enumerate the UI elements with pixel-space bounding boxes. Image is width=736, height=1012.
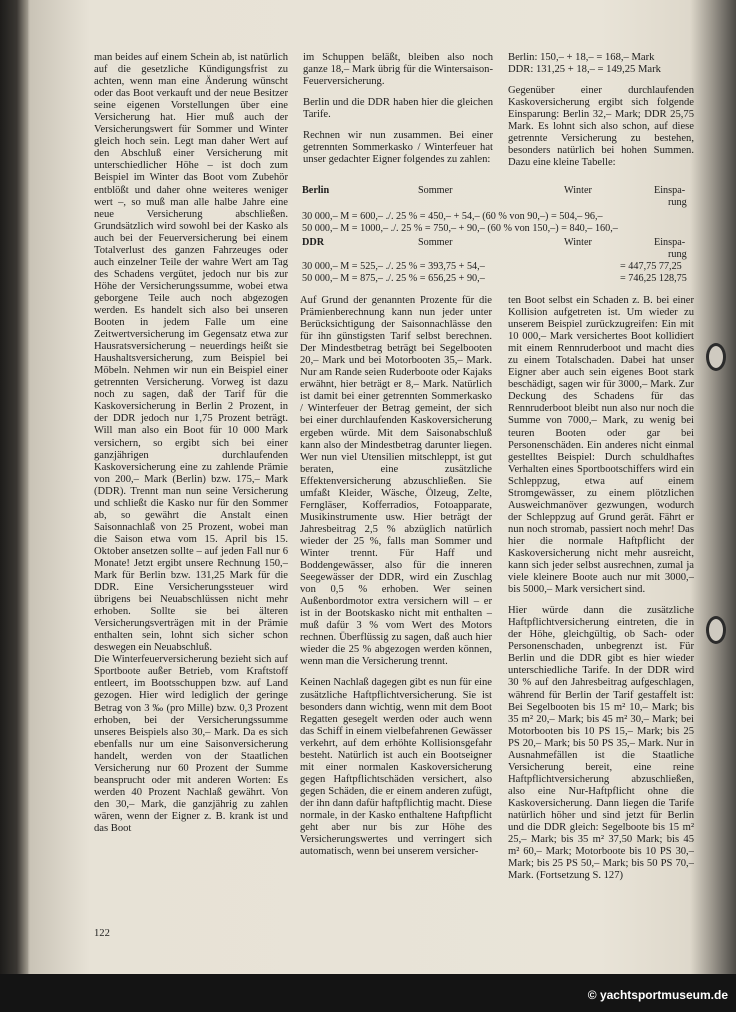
column-header-sommer: Sommer: [418, 185, 453, 196]
column-header-einsparung: Einspa-: [654, 185, 686, 196]
paragraph: Die Winterfeuerversicherung bezieht sich auf Sportboote außer Betrieb, vom Kraftstoff entleert, im Bootsschuppen bzw. auf Land gezogen. Hier wird lediglich der geringe Betrag von 3 ‰ (pro Mille) bzw. 0,3 Prozent erhoben, bei der Versicherungssumme unseres Beispiels also 30,– Mark. Da es sich ebenfalls nur um eine Saisonversicherung handelt, werden von der Staatlichen Versicherung nur 60 Prozent der Summe beansprucht oder mit anderen Worten: Es werden 40 Prozent Nachlaß gewährt. Von den 30,– Mark, die ganzjährig zu zahlen wären, wenn der Eigner z. B. krank ist und das Boot: [94, 654, 288, 834]
text-column-3-bottom: [508, 295, 694, 925]
table-row: [302, 211, 696, 223]
paragraph: im Schuppen beläßt, bleiben also noch ganze 18,– Mark übrig für die Wintersaison-Feuerversicherung.: [303, 52, 493, 88]
column-header-einsparung: Einspa-: [654, 237, 686, 248]
book-binding-edge: [0, 0, 28, 974]
binder-ring: [706, 616, 726, 644]
paragraph: Keinen Nachlaß dagegen gibt es nun für eine zusätzliche Haftpflichtversicherung. Sie ist besonders dann wichtig, wenn mit dem Boot Regatten gesegelt werden oder auch wenn das Schiff in einem vielbefahrenen Gewässer verkehrt, auf dem erhöhte Kollisionsgefahr besteht. Natürlich ist auch ein Bootseigner mit einer normalen Kaskoversicherung gegen Haftpflichtschäden versichert, also gegen Schäden, die er einem anderen zufügt, der ihn dann dafür haftpflichtig macht. Diese normale, in der Kasko enthaltene Haftpflicht geht aber nur bis zur Höhe des Versicherungswertes und verringert sich automatisch, wenn bei unserem versicher-: [300, 677, 492, 858]
table-cell: 50 000,– M = 875,– ./. 25 % = 656,25 + 90,–: [302, 273, 485, 284]
table-label-ddr: DDR: [302, 237, 325, 248]
table-row: [302, 223, 696, 235]
paragraph: Hier würde dann die zusätzliche Haftpflichtversicherung eintreten, die in der Höhe, gleichgültig, ob Sach- oder Personenschaden, unbegrenzt ist. Für Berlin und die DDR gibt es hier wieder unterschiedliche Tarife. In der DDR wird 30 % auf den Jahresbeitrag aufgeschlagen, während für Berlin der Tarif gestaffelt ist: Bei Segelbooten bis 15 m² 10,– Mark; bis 35 m² 20,– Mark; bis 45 m² 30,– Mark; bei Motorbooten bis 10 PS 15,– Mark; bis 25 PS 20,– Mark; bis 50 PS 35,– Mark. Nur in Ausnahmefällen ist die Staatliche Versicherung bereit, eine reine Haftpflichtversicherung abzuschließen, also eine Nur-Haftpflicht ohne die Kaskoversicherung. Dann liegen die Tarife natürlich höher und sind jetzt für Berlin und die DDR gleich: Segelboote bis 15 m² 25,– Mark; bis 35 m² 37,50 Mark; bis 45 m² 60,– Mark; Motorboote bis 10 PS 30,– Mark; bis 25 PS 50,– Mark; bis 50 PS 70,– Mark. (Fortsetzung S. 127): [508, 605, 694, 882]
paragraph: Gegenüber einer durchlaufenden Kaskoversicherung ergibt sich folgende Einsparung: Berlin 32,– Mark; DDR 25,75 Mark. Es lohnt sich also schon, auf diese getrennte Versicherung zu bestehen, besonders natürlich bei hohen Summen. Dazu eine kleine Tabelle:: [508, 85, 694, 169]
table-label-berlin: Berlin: [302, 185, 330, 196]
table-header-berlin: [302, 185, 696, 197]
column-header-einsparung-cont: rung: [668, 249, 687, 260]
column-header-winter: Winter: [564, 237, 592, 248]
table-cell-result: = 447,75 77,25: [620, 261, 682, 272]
table-cell-result: = 746,25 128,75: [620, 273, 687, 284]
table-row: [302, 273, 696, 285]
text-column-3-top: [508, 52, 694, 184]
table-cell: 30 000,– M = 600,– ./. 25 % = 450,– + 54,– (60 % von 90,–) = 504,– 96,–: [302, 211, 603, 222]
table-header-cont: [302, 197, 696, 209]
text-column-2-bottom: [300, 295, 492, 925]
table-header-ddr: [302, 237, 696, 249]
text-column-1: [94, 52, 288, 922]
table-header-cont: [302, 249, 696, 261]
table-cell: 30 000,– M = 525,– ./. 25 % = 393,75 + 54,–: [302, 261, 485, 272]
premium-table: [302, 185, 696, 289]
paragraph: Auf Grund der genannten Prozente für die Prämienberechnung kann nun jeder unter Berücksichtigung der Saisonnachlässe den für ihn günstigsten Tarif selbst berechnen. Der Mindestbetrag beträgt bei Segelbooten 20,– Mark und bei Motorbooten 35,– Mark. Nur am Rande seien Ruderboote oder Kajaks erwähnt, hier beträgt er 8,– Mark. Natürlich ist damit bei einer getrennten Sommerkasko / Winterfeuer der Betrag gemeint, der sich bei einer durchlaufenden Kaskoversicherung ergeben würde. Mit dem Saisonabschluß kann also der Mindestbetrag darunter liegen. Wer nun viel Utensilien mitschleppt, ist gut beraten, eine zusätzliche Effektenversicherung abzuschließen. Sie umfaßt Kleider, Wäsche, Ölzeug, Zelte, Ferngläser, Kofferradios, Fotoapparate, Musikinstrumente usw. Hier beträgt der Jahresbeitrag 2,5 % abzüglich natürlich wieder der 25 %, falls man Sommer und Winter trennt. Für Haff und Boddengewässer, also für die inneren Seegewässer der DDR, wird ein Zuschlag von 0,5 % erhoben. Wer seinen Außenbordmotor extra versichern will – er ist in der Bootskasko nicht mit enthalten – muß dafür 3 % vom Wert des Motors rechnen. Überflüssig zu sagen, daß auch hier wieder die 25 % abgezogen werden können, wenn man die Versicherung trennt.: [300, 295, 492, 668]
paragraph: man beides auf einem Schein ab, ist natürlich auf die gesetzliche Kündigungsfrist zu achten, wenn man eine Änderung wünscht oder das Boot verkauft und der neue Besitzer seine eigenen Vorstellungen über eine Versicherung hat. Hier muß auch der Versicherungswert für Sommer und Winter gleich hoch sein. Legt man daher Wert auf den Abschluß einer Versicherung mit unterschiedlicher Höhe – ist doch zum Beispiel im Winter das Boot vom Zubehör entblößt und daher ohne weiteres weniger wert –, so muß man alle halbe Jahre eine neue Versicherung abschließen. Grundsätzlich wird sowohl bei der Kasko als auch bei der Feuerversicherung bei einem Totalverlust des ganzen Fahrzeuges oder auch einzelner Teile der wahre Wert am Tag des Schadens vergütet, jedoch nur bis zur Höhe der Versicherungssumme, wobei etwa geborgene Teile auch noch abgezogen werden. Es handelt sich also bei unseren Booten in jedem Falle um eine Zeitwertversicherung im Gegensatz etwa zur Hausratsversicherung – neuerdings heißt sie Haushaltsversicherung, zum Beispiel bei Möbeln. Nehmen wir nun ein Beispiel einer getrennten Versicherung. Vorweg ist dazu noch zu sagen, daß der Tarif für die Kaskoversicherung in Berlin 2 Prozent, in der DDR jedoch nur 1,75 Prozent beträgt. Will man also ein Boot für 10 000 Mark versichern, so ergibt sich bei einer ganzjährigen durchlaufenden Kaskoversicherung eine zu zahlende Prämie von 200,– Mark (Berlin) bzw. 175,– Mark (DDR). Trennt man nun seine Versicherung und schließt die Kasko nur für den Sommer ab, so gewährt die Anstalt einen Saisonnachlaß von 25 Prozent, wobei man die Saison etwa vom 15. April bis 15. Oktober ansetzen sollte – auf jeden Fall nur 6 Monate! Jetzt ergibt unsere Rechnung 150,– Mark für Berlin bzw. 131,25 Mark für die DDR. Eine Versicherungssteuer wird übrigens bei Neuabschlüssen nicht mehr erhoben. Sollte sie bei älteren Versicherungsverträgen mit in der Prämie enthalten sein, lohnt sich sicher schon deswegen ein Neuabschluß.: [94, 52, 288, 654]
paragraph: Rechnen wir nun zusammen. Bei einer getrennten Sommerkasko / Winterfeuer hat unser gedachter Eigner folgendes zu zahlen:: [303, 130, 493, 166]
credit-watermark: © yachtsportmuseum.de: [587, 988, 728, 1002]
paragraph: ten Boot selbst ein Schaden z. B. bei einer Kollision aufgetreten ist. Um wieder zu unserem Beispiel zurückzugreifen: Ein mit 10 000,– Mark versichertes Boot kollidiert mit einem Rennruderboot und macht dies zu einem Totalschaden. Dabei hat unser Eigner aber auch sein eigenes Boot stark beschädigt, sagen wir für 3000,– Mark. Zur Deckung des Schadens für das Rennruderboot bleibt nun also nur noch die Summe von 7000,– Mark, zu wenig bei teuren Booten oder gar bei Personenschäden. Ein anderes nicht einmal gestelltes Beispiel: Durch schuldhaftes Verhalten eines Sportbootschiffers wird ein Schleppzug, etwa auf einem Stromgewässer, zu einem plötzlichen Ausweichmanöver gezwungen, wodurch der Schleppzug auf Grund gerät. Fährt er nun noch stromab, passiert noch mehr! Das hier die normale Haftpflicht der Kaskoversicherung nicht mehr ausreicht, kann sich jeder selbst ausrechnen, zumal ja viele kleinere Boote auch nur mit 3000,– bis 5000,– Mark versichert sind.: [508, 295, 694, 596]
column-header-winter: Winter: [564, 185, 592, 196]
page-number: 122: [94, 928, 110, 939]
table-cell: 50 000,– M = 1000,– ./. 25 % = 750,– + 90,– (60 % von 150,–) = 840,– 160,–: [302, 223, 618, 234]
table-row: [302, 261, 696, 273]
binder-ring: [706, 343, 726, 371]
column-header-einsparung-cont: rung: [668, 197, 687, 208]
column-header-sommer: Sommer: [418, 237, 453, 248]
totals: Berlin: 150,– + 18,– = 168,– Mark DDR: 131,25 + 18,– = 149,25 Mark: [508, 52, 661, 76]
paragraph: Berlin und die DDR haben hier die gleichen Tarife.: [303, 97, 493, 121]
